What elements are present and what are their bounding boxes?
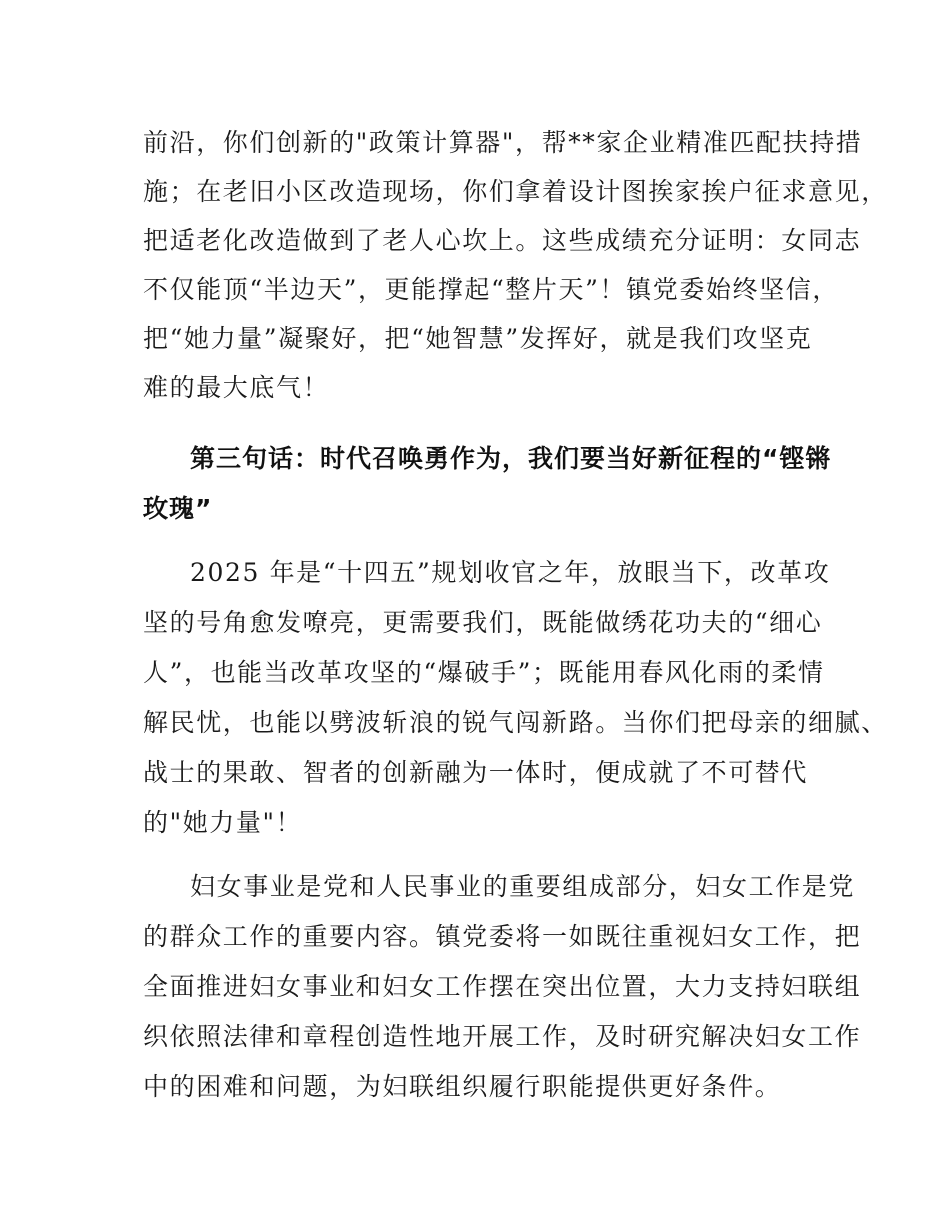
- paragraph-2-line: 战士的果敢、智者的创新融为一体时，便成就了不可替代: [143, 758, 809, 787]
- paragraph-3-line: 全面推进妇女事业和妇女工作摆在突出位置，大力支持妇联组: [143, 972, 862, 1001]
- paragraph-2-line: 2025 年是“十四五”规划收官之年，放眼当下，改革攻: [190, 558, 831, 587]
- paragraph-1-line: 前沿，你们创新的"政策计算器"，帮**家企业精准匹配扶持措: [143, 128, 863, 157]
- paragraph-3-line: 妇女事业是党和人民事业的重要组成部分，妇女工作是党: [190, 872, 856, 901]
- paragraph-1-line: 施；在老旧小区改造现场，你们拿着设计图挨家挨户征求意见，: [143, 177, 888, 206]
- paragraph-3-line: 织依照法律和章程创造性地开展工作，及时研究解决妇女工作: [143, 1022, 862, 1051]
- paragraph-3-line: 的群众工作的重要内容。镇党委将一如既往重视妇女工作，把: [143, 922, 862, 951]
- paragraph-2-line: 解民忧，也能以劈波斩浪的锐气闯新路。当你们把母亲的细腻、: [143, 708, 888, 737]
- paragraph-1-line: 不仅能顶“半边天”，更能撑起“整片天”！镇党委始终坚信，: [143, 275, 839, 304]
- paragraph-3-line: 中的困难和问题，为妇联组织履行职能提供更好条件。: [143, 1072, 782, 1101]
- paragraph-1-line: 把适老化改造做到了老人心坎上。这些成绩充分证明：女同志: [143, 226, 862, 255]
- paragraph-2-line: 坚的号角愈发嘹亮，更需要我们，既能做绣花功夫的“细心: [143, 608, 823, 637]
- section-heading: 玫瑰”: [143, 494, 213, 523]
- paragraph-1-line: 难的最大底气！: [143, 373, 330, 402]
- paragraph-2-line: 的"她力量"！: [143, 808, 303, 837]
- section-heading: 第三句话：时代召唤勇作为，我们要当好新征程的“铿锵: [190, 444, 832, 473]
- paragraph-1-line: 把“她力量”凝聚好，把“她智慧”发挥好，就是我们攻坚克: [143, 324, 813, 353]
- paragraph-2-line: 人”，也能当改革攻坚的“爆破手”；既能用春风化雨的柔情: [143, 658, 825, 687]
